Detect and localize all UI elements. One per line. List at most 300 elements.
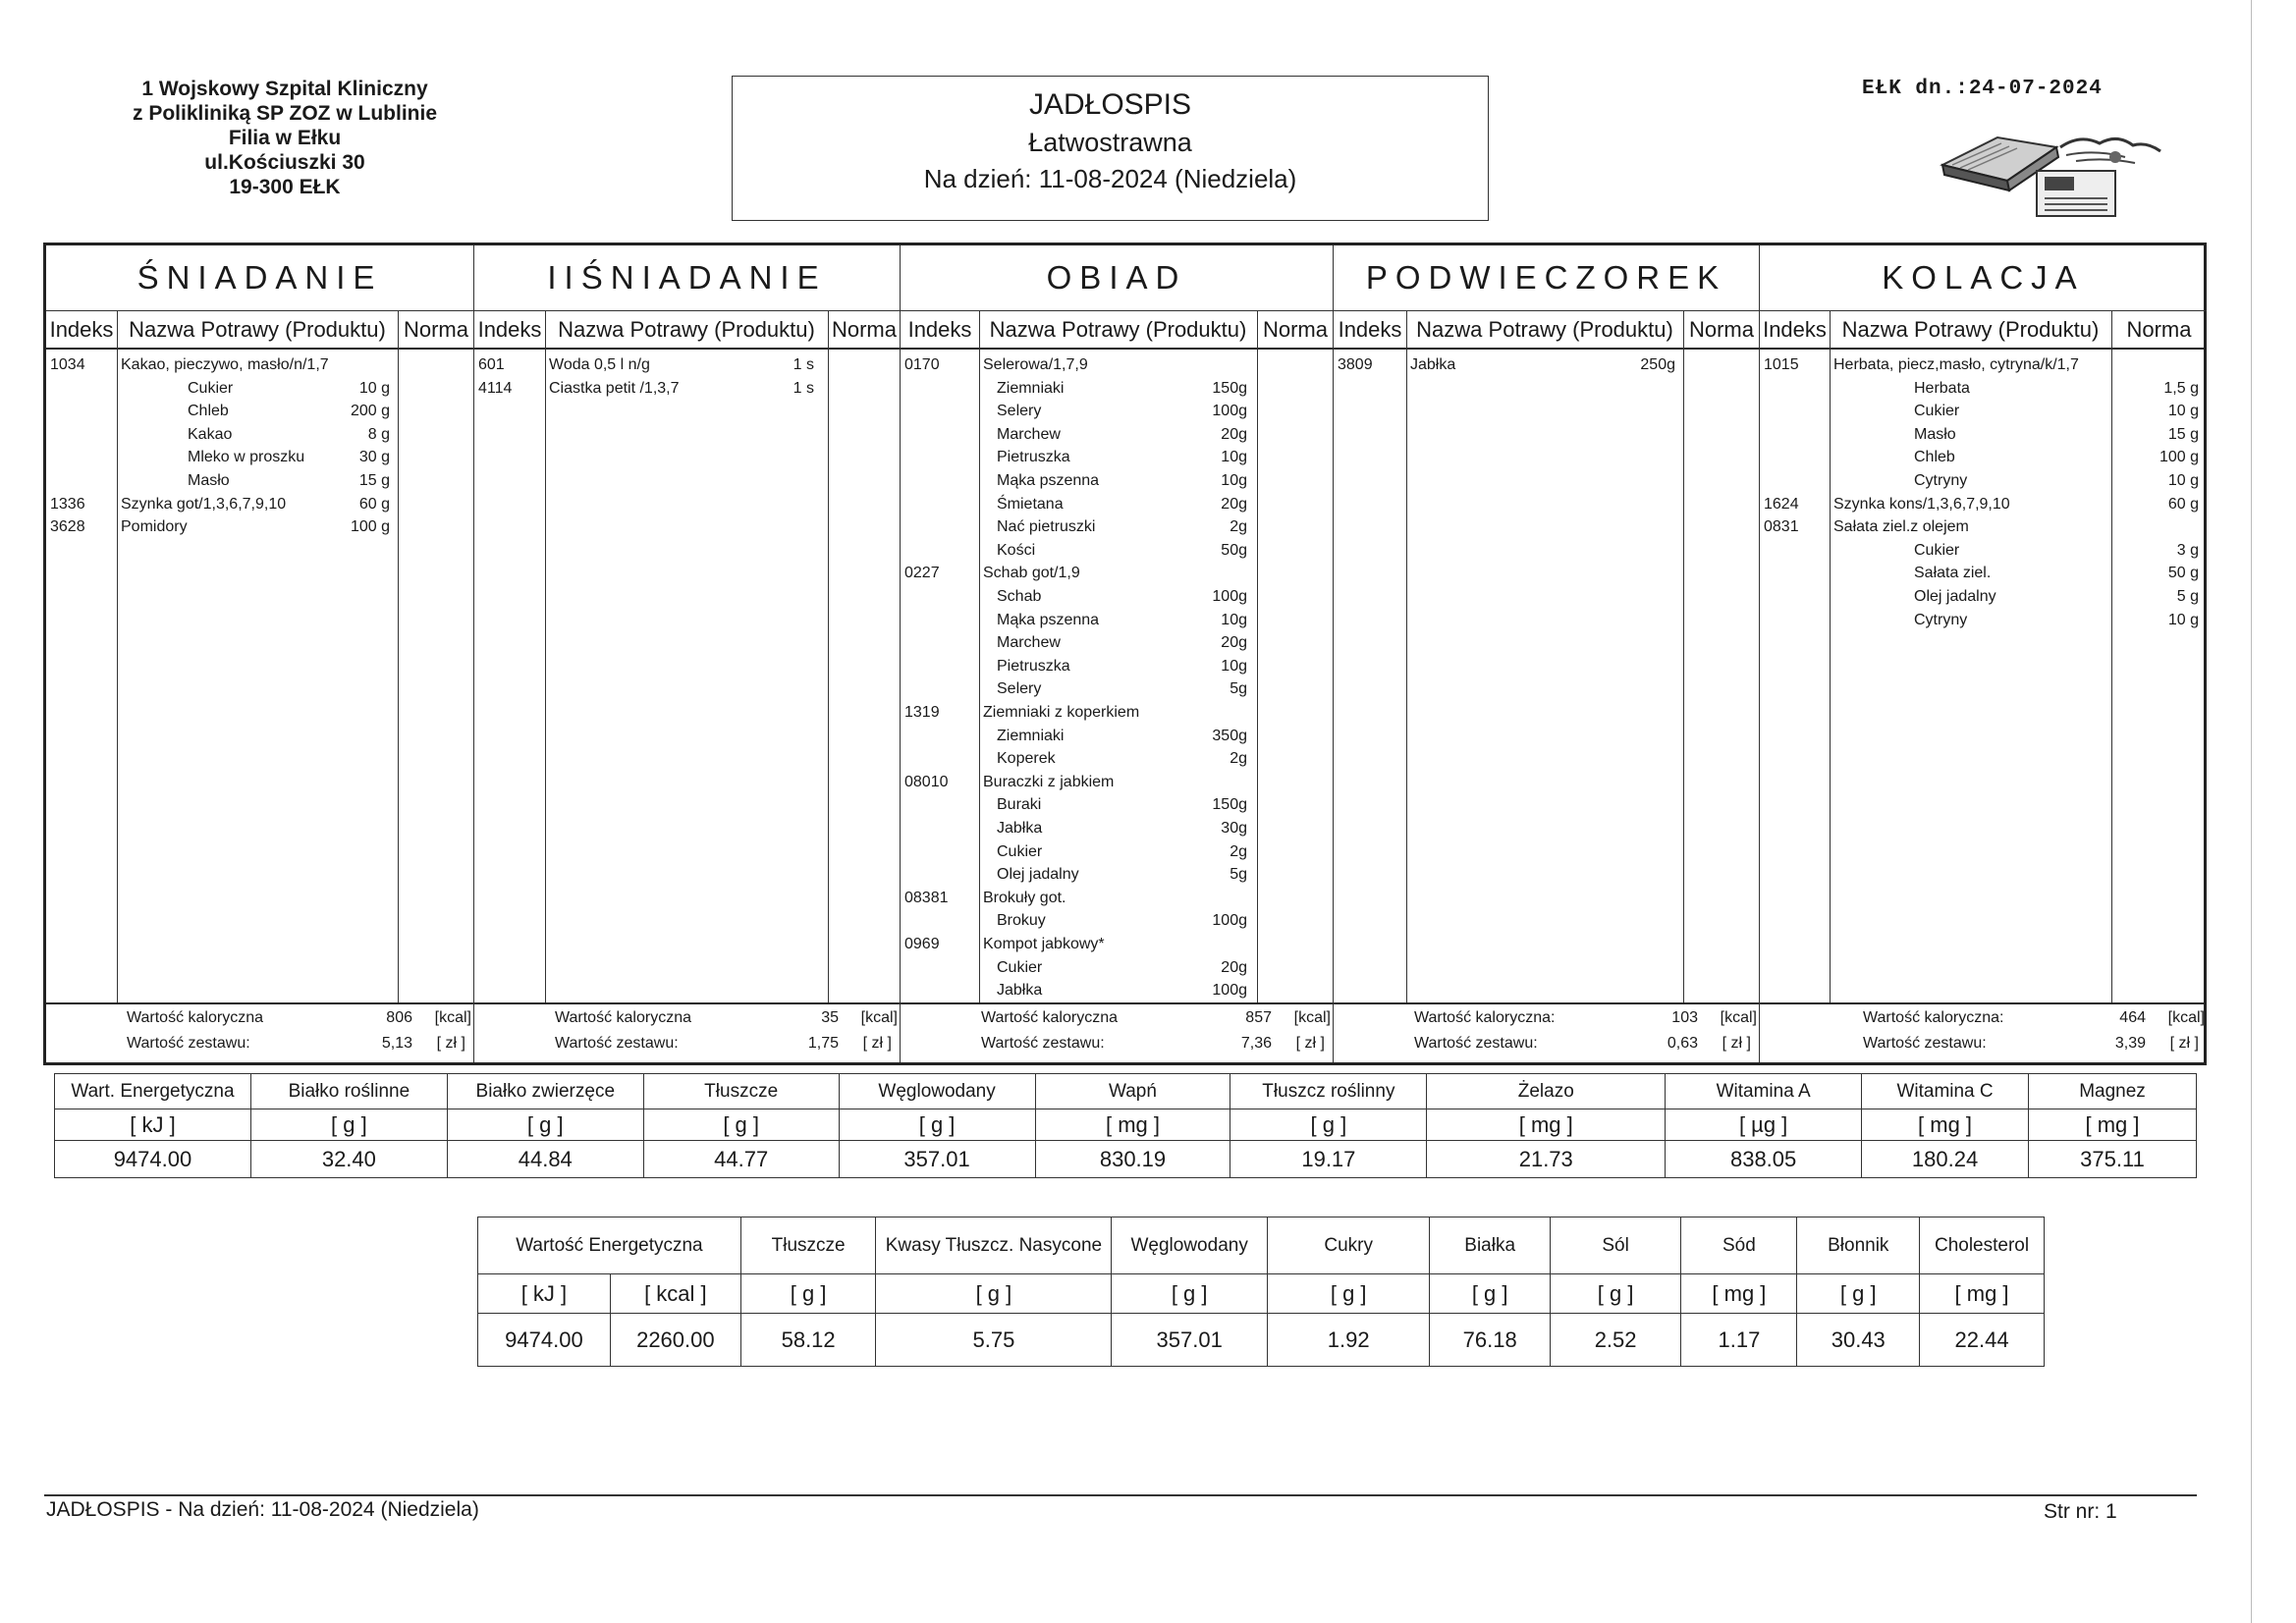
cost-value: 5,13 xyxy=(381,1035,412,1052)
nutrient-value: 838.05 xyxy=(1666,1141,1862,1178)
energy-nutrient-value: 22.44 xyxy=(1920,1314,2045,1367)
item-name: Kakao xyxy=(188,425,233,443)
dish-row xyxy=(901,353,1333,377)
energy-value-kcal: 2260.00 xyxy=(610,1314,740,1367)
nutrient-unit: [ g ] xyxy=(447,1109,643,1141)
item-quantity: 350g xyxy=(1212,727,1247,744)
nutrient-header: Białko roślinne xyxy=(250,1074,447,1109)
nutrient-unit: [ g ] xyxy=(839,1109,1035,1141)
item-name: Selerowa/1,7,9 xyxy=(983,356,1088,373)
dish-row xyxy=(901,701,1333,725)
energy-nutrient-value: 5.75 xyxy=(876,1314,1112,1367)
meal-title: ŚNIADANIE xyxy=(46,245,473,311)
ingredient-row xyxy=(901,469,1333,493)
item-index: 1336 xyxy=(50,495,85,513)
item-index: 601 xyxy=(478,356,505,373)
item-quantity: 20g xyxy=(1221,634,1247,652)
item-quantity: 5 g xyxy=(2176,588,2199,605)
kcal-value: 464 xyxy=(2119,1009,2146,1026)
nutrient-value: 357.01 xyxy=(839,1141,1035,1178)
item-name: Woda 0,5 l n/g xyxy=(549,356,650,373)
item-name: Chleb xyxy=(1914,449,1955,466)
cost-label: Wartość zestawu: xyxy=(555,1035,679,1052)
item-name: Jabłka xyxy=(1410,356,1456,373)
item-name: Sałata ziel. xyxy=(1914,565,1992,582)
ingredient-row xyxy=(1760,585,2207,609)
item-quantity: 200 g xyxy=(350,403,390,420)
item-name: Marchew xyxy=(997,634,1061,652)
energy-unit-kcal: [ kcal ] xyxy=(610,1274,740,1314)
cost-unit: [ zł ] xyxy=(862,1035,892,1052)
ingredient-row xyxy=(901,539,1333,563)
energy-nutrient-unit: [ g ] xyxy=(1797,1274,1920,1314)
energy-nutrition-table xyxy=(477,1217,2045,1367)
kcal-label: Wartość kaloryczna xyxy=(555,1009,691,1026)
nutrient-value: 32.40 xyxy=(250,1141,447,1178)
nutrient-value: 19.17 xyxy=(1230,1141,1427,1178)
item-index: 0227 xyxy=(904,565,940,582)
item-name: Herbata xyxy=(1914,379,1970,397)
nutrient-value: 830.19 xyxy=(1035,1141,1230,1178)
energy-nutrient-header: Sód xyxy=(1681,1217,1797,1274)
item-name: Herbata, piecz,masło, cytryna/k/1,7 xyxy=(1833,356,2079,373)
item-quantity: 8 g xyxy=(367,425,390,443)
item-quantity: 10g xyxy=(1221,472,1247,489)
column-header-name: Nazwa Potrawy (Produktu) xyxy=(1841,317,2100,342)
item-name: Cukier xyxy=(997,958,1043,976)
item-name: Cytryny xyxy=(1914,611,1968,628)
item-name: Śmietana xyxy=(997,495,1064,513)
ingredient-row xyxy=(901,609,1333,632)
ingredient-row xyxy=(1760,469,2207,493)
nutrition-unit-row xyxy=(55,1109,2197,1141)
item-quantity: 15 g xyxy=(2167,425,2199,443)
item-name: Olej jadalny xyxy=(997,866,1079,884)
dish-row xyxy=(1760,353,2207,377)
ingredient-row xyxy=(901,400,1333,423)
meal-column xyxy=(1760,245,2207,1062)
nutrient-unit: [ mg ] xyxy=(1862,1109,2029,1141)
nutrient-header: Tłuszcz roślinny xyxy=(1230,1074,1427,1109)
nutrient-header: Węglowodany xyxy=(839,1074,1035,1109)
item-quantity: 10 g xyxy=(2167,472,2199,489)
column-header-name: Nazwa Potrawy (Produktu) xyxy=(129,317,386,342)
item-quantity: 5g xyxy=(1230,866,1247,884)
item-name: Schab got/1,9 xyxy=(983,565,1080,582)
item-name: Ziemniaki xyxy=(997,727,1065,744)
column-header-row xyxy=(46,311,473,350)
kcal-unit: [kcal] xyxy=(1293,1009,1331,1026)
item-name: Cytryny xyxy=(1914,472,1968,489)
nutrient-header: Wart. Energetyczna xyxy=(55,1074,251,1109)
energy-nutrient-unit: [ g ] xyxy=(740,1274,876,1314)
column-header-row xyxy=(1760,311,2207,350)
item-name: Nać pietruszki xyxy=(997,518,1096,536)
item-index: 08381 xyxy=(904,889,949,906)
energy-nutrient-unit: [ g ] xyxy=(1267,1274,1430,1314)
ingredient-row xyxy=(901,840,1333,864)
item-quantity: 10 g xyxy=(2167,403,2199,420)
title-box xyxy=(732,76,1489,221)
energy-nutrient-unit: [ g ] xyxy=(1112,1274,1268,1314)
nutrient-value: 21.73 xyxy=(1427,1141,1666,1178)
nutrient-unit: [ kJ ] xyxy=(55,1109,251,1141)
item-name: Jabłka xyxy=(997,820,1043,837)
meal-items xyxy=(1760,350,2207,1002)
nutrient-unit: [ mg ] xyxy=(2029,1109,2197,1141)
nutrient-unit: [ µg ] xyxy=(1666,1109,1862,1141)
item-quantity: 150g xyxy=(1212,379,1247,397)
nutrient-value: 44.84 xyxy=(447,1141,643,1178)
nutrient-header: Białko zwierzęce xyxy=(447,1074,643,1109)
item-index: 3628 xyxy=(50,518,85,536)
column-header-name: Nazwa Potrawy (Produktu) xyxy=(558,317,815,342)
dish-row xyxy=(1334,353,1759,377)
item-name: Brokuły got. xyxy=(983,889,1066,906)
energy-header: Wartość Energetyczna xyxy=(478,1217,741,1274)
footer-title: JADŁOSPIS - Na dzień: 11-08-2024 (Niedziela) xyxy=(46,1498,479,1521)
diet-name: Łatwostrawna xyxy=(1028,128,1192,157)
item-quantity: 3 g xyxy=(2176,541,2199,559)
hospital-line: 1 Wojskowy Szpital Kliniczny xyxy=(141,78,428,100)
column-header-name: Nazwa Potrawy (Produktu) xyxy=(1416,317,1673,342)
column-header-norm: Norma xyxy=(831,317,897,342)
ingredient-row xyxy=(46,446,473,469)
ingredient-row xyxy=(1760,377,2207,401)
dish-row xyxy=(901,933,1333,956)
ingredient-row xyxy=(1760,562,2207,585)
scan-edge-line xyxy=(2251,0,2252,1623)
kcal-label: Wartość kaloryczna: xyxy=(1863,1009,2004,1026)
nutrient-unit: [ g ] xyxy=(1230,1109,1427,1141)
cost-label: Wartość zestawu: xyxy=(1863,1035,1987,1052)
item-quantity: 10 g xyxy=(358,379,390,397)
item-quantity: 50g xyxy=(1221,541,1247,559)
column-header-name: Nazwa Potrawy (Produktu) xyxy=(989,317,1247,342)
energy-nutrient-header: Błonnik xyxy=(1797,1217,1920,1274)
dish-row xyxy=(901,887,1333,910)
kcal-label: Wartość kaloryczna xyxy=(981,1009,1118,1026)
column-header-norm: Norma xyxy=(1262,317,1328,342)
item-quantity: 5g xyxy=(1230,680,1247,698)
ingredient-row xyxy=(901,631,1333,655)
cost-value: 7,36 xyxy=(1240,1035,1272,1052)
meal-items xyxy=(901,350,1333,1002)
item-name: Ziemniaki xyxy=(997,379,1065,397)
ingredient-row xyxy=(901,377,1333,401)
meal-column xyxy=(1334,245,1760,1062)
ingredient-row xyxy=(901,793,1333,817)
dish-row xyxy=(901,562,1333,585)
energy-nutrient-header: Cholesterol xyxy=(1920,1217,2045,1274)
meal-title: PODWIECZOREK xyxy=(1334,245,1759,311)
item-quantity: 20g xyxy=(1221,958,1247,976)
nutrient-value: 44.77 xyxy=(643,1141,839,1178)
item-index: 3809 xyxy=(1338,356,1373,373)
energy-unit-row xyxy=(478,1274,2045,1314)
energy-nutrient-header: Cukry xyxy=(1267,1217,1430,1274)
nutrient-header: Magnez xyxy=(2029,1074,2197,1109)
energy-nutrient-value: 2.52 xyxy=(1550,1314,1681,1367)
meal-items xyxy=(474,350,900,1002)
ingredient-row xyxy=(901,423,1333,447)
item-name: Szynka kons/1,3,6,7,9,10 xyxy=(1833,495,2010,513)
item-quantity: 1,5 g xyxy=(2163,379,2199,397)
item-quantity: 50 g xyxy=(2167,565,2199,582)
hospital-line: z Polikliniką SP ZOZ w Lublinie xyxy=(133,102,437,125)
item-name: Jabłka xyxy=(997,982,1043,1000)
item-name: Pietruszka xyxy=(997,449,1070,466)
meal-summary xyxy=(1760,1002,2207,1062)
item-name: Marchew xyxy=(997,425,1061,443)
kcal-value: 806 xyxy=(386,1009,412,1026)
item-quantity: 150g xyxy=(1212,796,1247,814)
cost-value: 0,63 xyxy=(1667,1035,1698,1052)
item-index: 0170 xyxy=(904,356,940,373)
item-quantity: 100 g xyxy=(350,518,390,536)
item-name: Pietruszka xyxy=(997,657,1070,675)
column-header-norm: Norma xyxy=(1688,317,1754,342)
kcal-unit: [kcal] xyxy=(860,1009,898,1026)
ingredient-row xyxy=(901,979,1333,1002)
item-name: Cukier xyxy=(1914,403,1960,420)
item-quantity: 60 g xyxy=(358,495,390,513)
meal-summary xyxy=(901,1002,1333,1062)
nutrient-header: Witamina C xyxy=(1862,1074,2029,1109)
column-header-row xyxy=(474,311,900,350)
energy-nutrient-unit: [ g ] xyxy=(876,1274,1112,1314)
item-quantity: 100g xyxy=(1212,982,1247,1000)
document-title: JADŁOSPIS xyxy=(1028,88,1192,121)
ingredient-row xyxy=(901,725,1333,748)
item-index: 0831 xyxy=(1764,518,1799,536)
item-quantity: 60 g xyxy=(2167,495,2199,513)
dish-row xyxy=(474,377,900,401)
item-name: Kompot jabkowy* xyxy=(983,936,1105,952)
ingredient-row xyxy=(46,400,473,423)
energy-nutrient-value: 30.43 xyxy=(1797,1314,1920,1367)
nutrient-value: 375.11 xyxy=(2029,1141,2197,1178)
nutrient-header: Wapń xyxy=(1035,1074,1230,1109)
dish-row xyxy=(46,515,473,539)
meal-title: KOLACJA xyxy=(1760,245,2207,311)
item-index: 1624 xyxy=(1764,495,1799,513)
item-name: Buraki xyxy=(997,796,1042,814)
column-header-index: Indeks xyxy=(49,317,114,342)
item-name: Brokuy xyxy=(997,912,1046,930)
energy-nutrient-value: 76.18 xyxy=(1430,1314,1550,1367)
nutrient-header: Tłuszcze xyxy=(643,1074,839,1109)
item-name: Szynka got/1,3,6,7,9,10 xyxy=(121,495,287,513)
item-quantity: 100g xyxy=(1212,588,1247,605)
cost-value: 1,75 xyxy=(807,1035,839,1052)
item-name: Selery xyxy=(997,680,1042,698)
nutrient-unit: [ mg ] xyxy=(1427,1109,1666,1141)
item-name: Kości xyxy=(997,541,1036,559)
meal-items xyxy=(1334,350,1759,1002)
nutrient-value: 180.24 xyxy=(1862,1141,2029,1178)
nutrient-header: Witamina A xyxy=(1666,1074,1862,1109)
nutrition-table xyxy=(54,1073,2197,1178)
meal-summary xyxy=(46,1002,473,1062)
energy-nutrient-header: Sól xyxy=(1550,1217,1681,1274)
kcal-value: 103 xyxy=(1671,1009,1698,1026)
kcal-unit: [kcal] xyxy=(434,1009,471,1026)
energy-unit-kj: [ kJ ] xyxy=(478,1274,611,1314)
ingredient-row xyxy=(901,956,1333,980)
ingredient-row xyxy=(46,423,473,447)
nutrient-value: 9474.00 xyxy=(55,1141,251,1178)
item-quantity: 20g xyxy=(1221,495,1247,513)
hospital-line: 19-300 EŁK xyxy=(229,176,341,198)
cost-unit: [ zł ] xyxy=(2169,1035,2199,1052)
item-quantity: 1 s xyxy=(793,379,814,397)
kcal-unit: [kcal] xyxy=(1720,1009,1757,1026)
ingredient-row xyxy=(901,515,1333,539)
column-header-norm: Norma xyxy=(2126,317,2192,342)
energy-nutrient-header: Kwasy Tłuszcz. Nasycone xyxy=(876,1217,1112,1274)
kcal-unit: [kcal] xyxy=(2167,1009,2205,1026)
item-quantity: 10g xyxy=(1221,449,1247,466)
energy-value-kj: 9474.00 xyxy=(478,1314,611,1367)
item-index: 08010 xyxy=(904,773,949,790)
energy-header-row xyxy=(478,1217,2045,1274)
ingredient-row xyxy=(901,585,1333,609)
item-quantity: 30g xyxy=(1221,820,1247,837)
dish-row xyxy=(46,353,473,377)
dish-row xyxy=(901,771,1333,794)
column-header-index: Indeks xyxy=(477,317,542,342)
item-name: Cukier xyxy=(997,842,1043,860)
ingredient-row xyxy=(901,863,1333,887)
printer-logo-icon xyxy=(1939,126,2166,220)
footer-divider xyxy=(44,1494,2197,1496)
energy-nutrient-header: Białka xyxy=(1430,1217,1550,1274)
item-quantity: 10g xyxy=(1221,611,1247,628)
column-header-norm: Norma xyxy=(403,317,468,342)
item-quantity: 10 g xyxy=(2167,611,2199,628)
ingredient-row xyxy=(901,446,1333,469)
nutrition-value-row xyxy=(55,1141,2197,1178)
cost-unit: [ zł ] xyxy=(1295,1035,1325,1052)
energy-nutrient-unit: [ g ] xyxy=(1430,1274,1550,1314)
hospital-address xyxy=(98,77,471,199)
item-name: Sałata ziel.z olejem xyxy=(1833,518,1969,536)
item-name: Mąka pszenna xyxy=(997,472,1100,489)
nutrient-unit: [ g ] xyxy=(643,1109,839,1141)
energy-nutrient-value: 357.01 xyxy=(1112,1314,1268,1367)
item-name: Masło xyxy=(188,472,230,489)
nutrition-header-row xyxy=(55,1074,2197,1109)
item-name: Selery xyxy=(997,403,1042,420)
ingredient-row xyxy=(46,377,473,401)
energy-nutrient-unit: [ mg ] xyxy=(1681,1274,1797,1314)
page-number: Str nr: 1 xyxy=(2044,1500,2117,1523)
item-name: Schab xyxy=(997,588,1042,605)
ingredient-row xyxy=(901,677,1333,701)
ingredient-row xyxy=(1760,423,2207,447)
item-name: Buraczki z jabkiem xyxy=(983,773,1115,790)
column-header-index: Indeks xyxy=(1338,317,1402,342)
energy-nutrient-header: Węglowodany xyxy=(1112,1217,1268,1274)
dish-row xyxy=(46,493,473,516)
nutrient-unit: [ mg ] xyxy=(1035,1109,1230,1141)
item-index: 0969 xyxy=(904,936,940,952)
item-index: 1034 xyxy=(50,356,85,373)
dish-row xyxy=(1760,515,2207,539)
energy-nutrient-value: 58.12 xyxy=(740,1314,876,1367)
energy-nutrient-unit: [ g ] xyxy=(1550,1274,1681,1314)
meal-column xyxy=(474,245,901,1062)
cost-label: Wartość zestawu: xyxy=(981,1035,1105,1052)
item-name: Mąka pszenna xyxy=(997,611,1100,628)
energy-value-row xyxy=(478,1314,2045,1367)
issue-date: EŁK dn.:24-07-2024 xyxy=(1862,78,2103,100)
item-index: 1319 xyxy=(904,704,940,721)
meal-title: OBIAD xyxy=(901,245,1333,311)
energy-nutrient-value: 1.92 xyxy=(1267,1314,1430,1367)
item-quantity: 100g xyxy=(1212,403,1247,420)
meal-title: IIŚNIADANIE xyxy=(474,245,900,311)
item-quantity: 2g xyxy=(1230,518,1247,536)
item-name: Ziemniaki z koperkiem xyxy=(983,704,1140,721)
dish-row xyxy=(1760,493,2207,516)
meal-items xyxy=(46,350,473,1002)
kcal-label: Wartość kaloryczna: xyxy=(1414,1009,1556,1026)
item-name: Kakao, pieczywo, masło/n/1,7 xyxy=(121,356,329,373)
cost-label: Wartość zestawu: xyxy=(127,1035,250,1052)
ingredient-row xyxy=(901,655,1333,678)
energy-nutrient-header: Tłuszcze xyxy=(740,1217,876,1274)
item-name: Koperek xyxy=(997,750,1056,768)
item-quantity: 250g xyxy=(1640,356,1675,373)
kcal-value: 857 xyxy=(1245,1009,1272,1026)
ingredient-row xyxy=(1760,446,2207,469)
energy-nutrient-value: 1.17 xyxy=(1681,1314,1797,1367)
column-header-row xyxy=(1334,311,1759,350)
item-name: Cukier xyxy=(188,379,234,397)
item-quantity: 100 g xyxy=(2159,449,2199,466)
nutrient-unit: [ g ] xyxy=(250,1109,447,1141)
item-quantity: 30 g xyxy=(358,449,390,466)
item-quantity: 100g xyxy=(1212,912,1247,930)
meal-column xyxy=(901,245,1334,1062)
item-quantity: 20g xyxy=(1221,425,1247,443)
item-quantity: 2g xyxy=(1230,842,1247,860)
ingredient-row xyxy=(901,747,1333,771)
meal-column xyxy=(46,245,474,1062)
item-name: Mleko w proszku xyxy=(188,449,305,466)
hospital-line: ul.Kościuszki 30 xyxy=(204,151,365,174)
cost-label: Wartość zestawu: xyxy=(1414,1035,1538,1052)
ingredient-row xyxy=(1760,609,2207,632)
item-quantity: 15 g xyxy=(358,472,390,489)
item-name: Masło xyxy=(1914,425,1956,443)
item-name: Chleb xyxy=(188,403,229,420)
item-name: Cukier xyxy=(1914,541,1960,559)
item-index: 1015 xyxy=(1764,356,1799,373)
cost-unit: [ zł ] xyxy=(436,1035,465,1052)
item-quantity: 2g xyxy=(1230,750,1247,768)
meal-summary xyxy=(1334,1002,1759,1062)
hospital-line: Filia w Ełku xyxy=(228,127,342,149)
ingredient-row xyxy=(1760,400,2207,423)
ingredient-row xyxy=(901,493,1333,516)
dish-row xyxy=(474,353,900,377)
ingredient-row xyxy=(901,909,1333,933)
item-name: Olej jadalny xyxy=(1914,588,1996,605)
item-quantity: 1 s xyxy=(793,356,814,373)
